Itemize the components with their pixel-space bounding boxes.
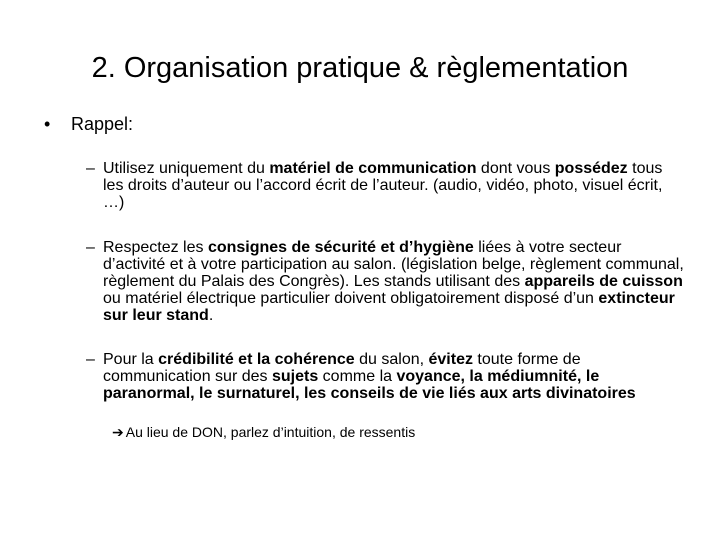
- text-segment: dont vous: [476, 160, 555, 177]
- note-line: [112, 424, 415, 441]
- sub-item-text: [103, 160, 686, 211]
- bullet-marker: •: [44, 114, 51, 134]
- text-segment: liées à votre secteur d’activité et à votre participation au salon. (législation belge, règlement communal, règlement du Palais des Congrès). Les stands utilisant des: [103, 239, 684, 290]
- text-segment: toute forme de communication sur des: [103, 351, 581, 385]
- slide-title: 2. Organisation pratique & règlementation: [91, 52, 629, 84]
- bold-segment: possédez: [554, 160, 628, 177]
- bullet-rappel: [44, 113, 133, 135]
- note-text: Au lieu de DON, parlez d’intuition, de ressentis: [125, 424, 416, 440]
- bold-segment: sujets: [271, 368, 319, 385]
- dash-marker: –: [86, 239, 95, 256]
- sub-item-text: [103, 239, 686, 324]
- bold-segment: appareils de cuisson: [524, 273, 683, 290]
- text-segment: ou matériel électrique particulier doivent obligatoirement disposé d’un: [103, 290, 599, 307]
- text-segment: Respectez les: [103, 239, 208, 256]
- bold-segment: crédibilité et la cohérence: [158, 351, 355, 368]
- text-segment: tous les droits d’auteur ou l’accord écrit de l’auteur. (audio, vidéo, photo, visuel écrit, …): [103, 160, 663, 211]
- dash-marker: –: [86, 160, 95, 177]
- text-segment: Utilisez uniquement du: [103, 160, 270, 177]
- bullet-label: Rappel:: [71, 114, 134, 134]
- text-segment: du salon,: [354, 351, 429, 368]
- arrow-right-icon: ➔: [112, 424, 124, 440]
- dash-marker: –: [86, 351, 95, 368]
- sub-item-communication: [86, 160, 686, 211]
- bold-segment: évitez: [428, 351, 473, 368]
- sub-item-securite: [86, 239, 686, 324]
- bold-segment: matériel de communication: [269, 160, 477, 177]
- text-segment: Pour la: [103, 351, 159, 368]
- text-segment: .: [208, 307, 214, 324]
- bold-segment: extincteur sur leur stand: [103, 290, 675, 324]
- bold-segment: voyance, la médiumnité, le paranormal, le surnaturel, les conseils de vie liés aux arts divinatoires: [103, 368, 636, 402]
- sub-item-credibilite: [86, 351, 686, 402]
- sub-item-text: [103, 351, 686, 402]
- text-segment: comme la: [318, 368, 397, 385]
- bold-segment: consignes de sécurité et d’hygiène: [207, 239, 474, 256]
